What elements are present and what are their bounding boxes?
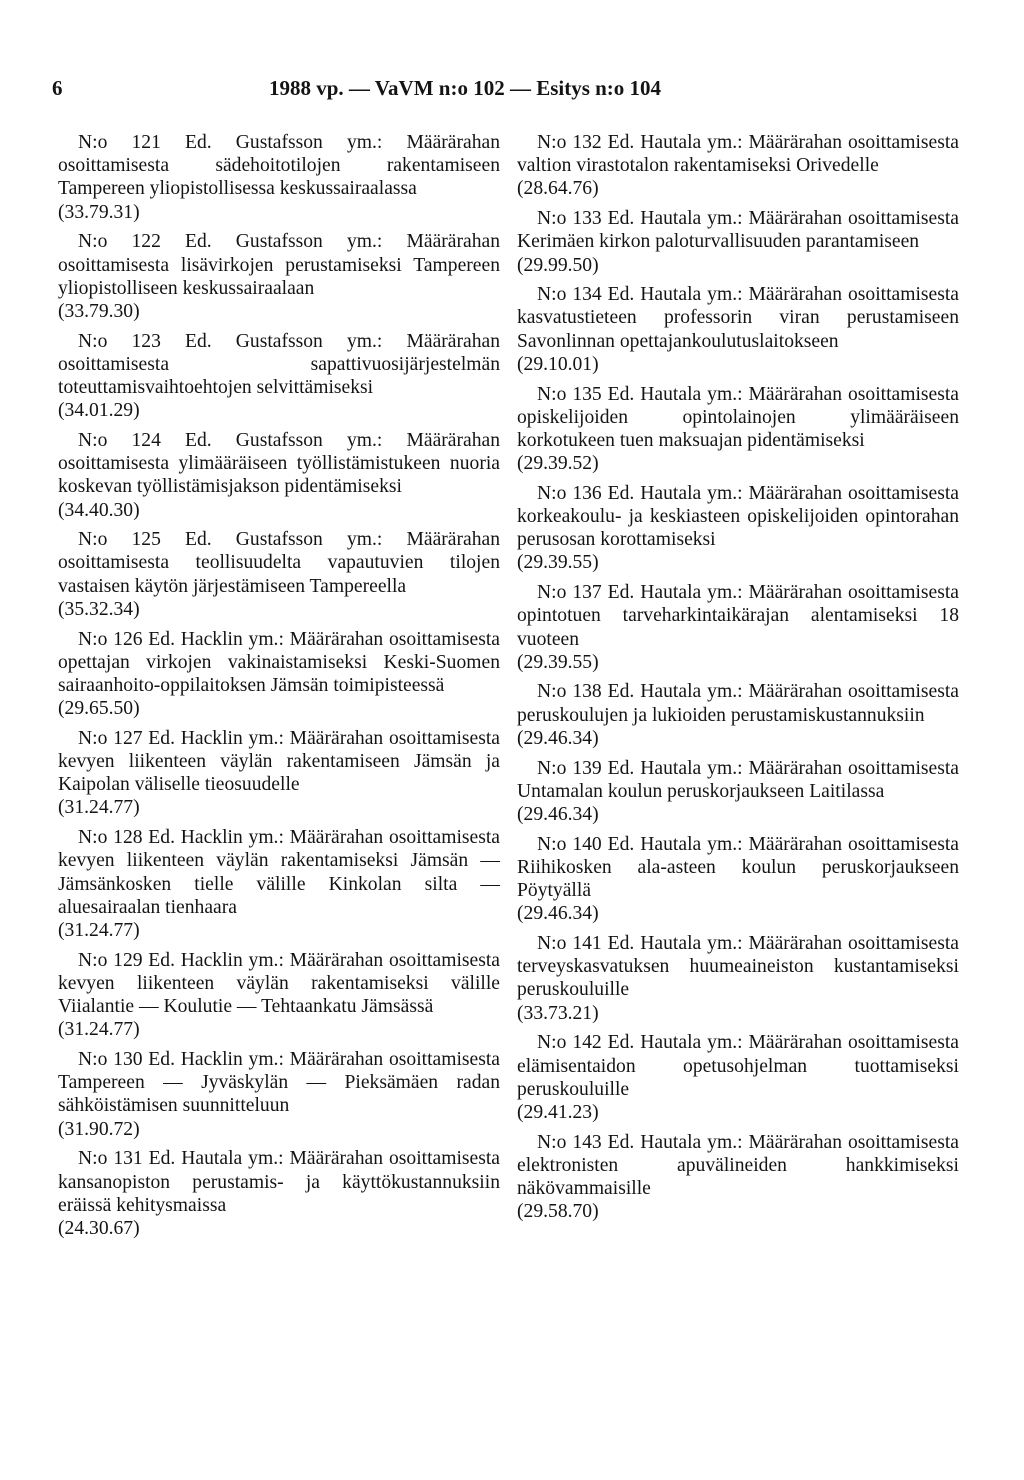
budget-code: (24.30.67) <box>58 1217 140 1239</box>
motion-text: N:o 124 Ed. Gustafsson ym.: Määrärahan osoittamisesta ylimääräiseen työllistämistukeen nuoria koskevan työllistämisjakson pidentämiseksi <box>58 429 500 498</box>
motion-text: N:o 136 Ed. Hautala ym.: Määrärahan osoittamisesta korkeakoulu- ja keskiasteen opiskelijoiden opintorahan perusosan korottamiseksi <box>517 482 959 551</box>
motion-entry <box>58 131 500 224</box>
motion-entry <box>517 680 959 750</box>
motion-entry <box>517 757 959 827</box>
budget-code: (29.39.52) <box>517 453 599 475</box>
budget-code: (29.10.01) <box>517 353 599 375</box>
budget-code: (31.90.72) <box>58 1118 140 1140</box>
motion-text: N:o 130 Ed. Hacklin ym.: Määrärahan osoittamisesta Tampereen — Jyväskylän — Pieksämäen radan sähköistämisen suunnitteluun <box>58 1049 500 1117</box>
budget-code: (29.58.70) <box>517 1201 599 1223</box>
motion-entry <box>58 528 500 621</box>
motion-entry <box>517 131 959 201</box>
page-header <box>52 76 752 106</box>
motion-text: N:o 127 Ed. Hacklin ym.: Määrärahan osoittamisesta kevyen liikenteen väylän rakentamiseen Jämsän ja Kaipolan väliselle tieosuudelle <box>58 727 500 796</box>
motion-text: N:o 140 Ed. Hautala ym.: Määrärahan osoittamisesta Riihikosken ala-asteen koulun peruskorjaukseen Pöytyällä <box>517 833 959 902</box>
budget-code: (29.39.55) <box>517 651 599 673</box>
motion-text: N:o 138 Ed. Hautala ym.: Määrärahan osoittamisesta peruskoulujen ja lukioiden perustamiskustannuksiin <box>517 681 959 726</box>
motion-text: N:o 125 Ed. Gustafsson ym.: Määrärahan osoittamisesta teollisuudelta vapautuvien tilojen vastaisen käytön järjestämiseen Tampereella <box>58 529 500 597</box>
right-column <box>517 131 959 1230</box>
budget-code: (31.24.77) <box>58 920 140 941</box>
budget-code: (29.46.34) <box>517 803 599 825</box>
budget-code: (34.40.30) <box>58 499 140 521</box>
budget-code: (34.01.29) <box>58 400 140 422</box>
budget-code: (33.79.30) <box>58 300 140 322</box>
motion-entry <box>517 383 959 476</box>
motion-text: N:o 135 Ed. Hautala ym.: Määrärahan osoittamisesta opiskelijoiden opintolainojen ylimääräiseen korkotukeen tuen maksuajan pidentämiseksi <box>517 383 959 451</box>
budget-code: (31.24.77) <box>58 797 140 819</box>
budget-code: (33.79.31) <box>58 201 140 223</box>
motion-text: N:o 131 Ed. Hautala ym.: Määrärahan osoittamisesta kansanopiston perustamis- ja käyttökustannuksiin eräissä kehitysmaissa <box>58 1148 500 1216</box>
motion-entry <box>58 1048 500 1141</box>
motion-entry <box>517 1031 959 1124</box>
motion-entry <box>517 581 959 674</box>
budget-code: (35.32.34) <box>58 598 140 620</box>
page-number: 6 <box>52 76 63 100</box>
motion-entry <box>517 283 959 376</box>
motion-entry <box>58 628 500 721</box>
motion-entry <box>58 1147 500 1240</box>
motion-entry <box>58 230 500 323</box>
motion-text: N:o 126 Ed. Hacklin ym.: Määrärahan osoittamisesta opettajan virkojen vakinaistamiseksi Keski-Suomen sairaanhoito-oppilaitoksen Jämsän toimipisteessä <box>58 628 500 696</box>
budget-code: (29.46.34) <box>517 727 599 749</box>
budget-code: (28.64.76) <box>517 178 599 200</box>
budget-code: (33.73.21) <box>517 1002 599 1024</box>
motion-entry <box>517 1131 959 1224</box>
motion-entry <box>58 727 500 820</box>
motion-entry <box>58 826 500 942</box>
budget-code: (29.65.50) <box>58 698 140 720</box>
motion-text: N:o 132 Ed. Hautala ym.: Määrärahan osoittamisesta valtion virastotalon rakentamiseksi Orivedelle <box>517 132 959 177</box>
motion-text: N:o 134 Ed. Hautala ym.: Määrärahan osoittamisesta kasvatustieteen professorin viran perustamiseen Savonlinnan opettajankoulutuslaitokseen <box>517 284 959 352</box>
motion-text: N:o 141 Ed. Hautala ym.: Määrärahan osoittamisesta terveyskasvatuksen huumeaineiston kustantamiseksi peruskouluille <box>517 933 959 1001</box>
motion-entry <box>517 482 959 575</box>
motion-text: N:o 121 Ed. Gustafsson ym.: Määrärahan osoittamisesta sädehoitotilojen rakentamiseen Tampereen yliopistollisessa keskussairaalassa <box>58 132 500 200</box>
motion-text: N:o 142 Ed. Hautala ym.: Määrärahan osoittamisesta elämisentaidon opetusohjelman tuottamiseksi peruskouluille <box>517 1032 959 1100</box>
budget-code: (29.39.55) <box>517 552 599 574</box>
budget-code: (29.99.50) <box>517 254 599 276</box>
motion-text: N:o 129 Ed. Hacklin ym.: Määrärahan osoittamisesta kevyen liikenteen väylän rakentamiseksi välille Viialantie — Koulutie — Tehtaankatu Jämsässä <box>58 949 500 1018</box>
motion-text: N:o 122 Ed. Gustafsson ym.: Määrärahan osoittamisesta lisävirkojen perustamiseksi Tampereen yliopistolliseen keskussairaalaan <box>58 231 500 299</box>
motion-text: N:o 137 Ed. Hautala ym.: Määrärahan osoittamisesta opintotuen tarveharkintaikärajan alentamiseksi 18 vuoteen <box>517 582 959 650</box>
budget-code: (29.41.23) <box>517 1101 599 1123</box>
motion-entry <box>517 207 959 277</box>
budget-code: (29.46.34) <box>517 903 599 925</box>
budget-code: (31.24.77) <box>58 1019 140 1041</box>
motion-entry <box>517 932 959 1025</box>
motion-entry <box>58 330 500 423</box>
motion-entry <box>58 429 500 522</box>
running-head: 1988 vp. — VaVM n:o 102 — Esitys n:o 104 <box>269 76 662 100</box>
motion-text: N:o 139 Ed. Hautala ym.: Määrärahan osoittamisesta Untamalan koulun peruskorjaukseen Laitilassa <box>517 757 959 802</box>
motion-entry <box>517 833 959 926</box>
motion-text: N:o 128 Ed. Hacklin ym.: Määrärahan osoittamisesta kevyen liikenteen väylän rakentamiseksi Jämsän — Jämsänkosken tielle välille Kinkolan silta — aluesairaalan tienhaara <box>58 827 500 918</box>
motion-entry <box>58 949 500 1042</box>
left-column <box>58 131 500 1247</box>
motion-text: N:o 143 Ed. Hautala ym.: Määrärahan osoittamisesta elektronisten apuvälineiden hankkimiseksi näkövammaisille <box>517 1131 959 1200</box>
motion-text: N:o 123 Ed. Gustafsson ym.: Määrärahan osoittamisesta sapattivuosijärjestelmän toteuttamisvaihtoehtojen selvittämiseksi <box>58 330 500 399</box>
motion-text: N:o 133 Ed. Hautala ym.: Määrärahan osoittamisesta Kerimäen kirkon paloturvallisuuden parantamiseen <box>517 208 959 253</box>
